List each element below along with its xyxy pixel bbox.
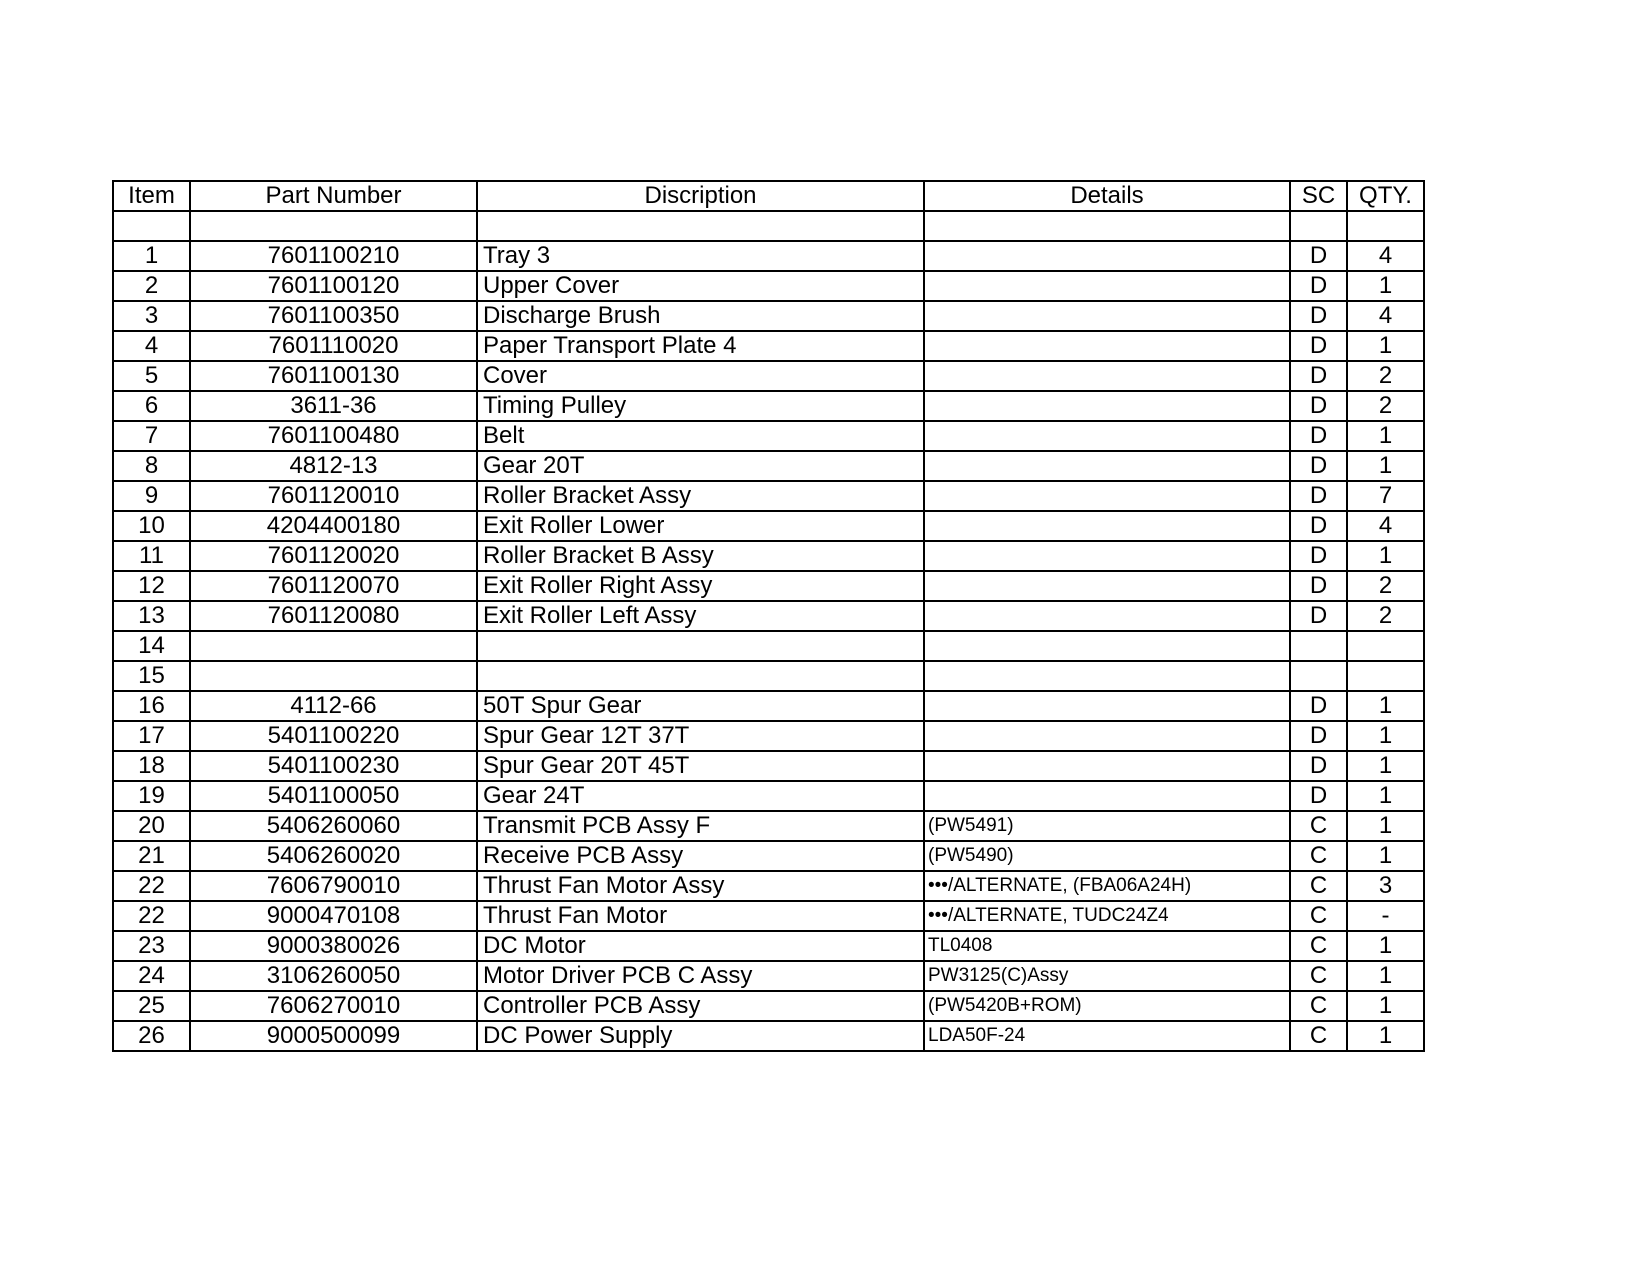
sc-cell: C — [1290, 991, 1347, 1021]
qty-cell: - — [1347, 901, 1424, 931]
item-cell: 16 — [113, 691, 190, 721]
details-cell: TL0408 — [924, 931, 1290, 961]
item-cell: 24 — [113, 961, 190, 991]
item-cell: 21 — [113, 841, 190, 871]
sc-cell: C — [1290, 811, 1347, 841]
header-part-number: Part Number — [190, 181, 477, 211]
sc-cell: D — [1290, 331, 1347, 361]
sc-cell: D — [1290, 241, 1347, 271]
qty-cell: 1 — [1347, 451, 1424, 481]
qty-cell: 3 — [1347, 871, 1424, 901]
part-number-cell: 9000380026 — [190, 931, 477, 961]
item-cell: 19 — [113, 781, 190, 811]
table-row — [113, 631, 1424, 661]
table-row — [113, 271, 1424, 301]
description-cell: Cover — [477, 361, 924, 391]
table-row — [113, 1021, 1424, 1051]
qty-cell: 2 — [1347, 391, 1424, 421]
item-cell: 18 — [113, 751, 190, 781]
table-row — [113, 691, 1424, 721]
qty-cell: 1 — [1347, 751, 1424, 781]
table-row — [113, 661, 1424, 691]
sc-cell: D — [1290, 391, 1347, 421]
description-cell: DC Motor — [477, 931, 924, 961]
item-cell: 6 — [113, 391, 190, 421]
sc-cell: C — [1290, 841, 1347, 871]
qty-cell: 1 — [1347, 811, 1424, 841]
part-number-cell: 7601100350 — [190, 301, 477, 331]
qty-cell: 7 — [1347, 481, 1424, 511]
item-cell — [113, 211, 190, 241]
table-row — [113, 601, 1424, 631]
table-row — [113, 481, 1424, 511]
sc-cell: D — [1290, 511, 1347, 541]
header-sc: SC — [1290, 181, 1347, 211]
table-row — [113, 241, 1424, 271]
details-cell — [924, 391, 1290, 421]
details-cell — [924, 211, 1290, 241]
table-row — [113, 511, 1424, 541]
description-cell: DC Power Supply — [477, 1021, 924, 1051]
item-cell: 26 — [113, 1021, 190, 1051]
table-row — [113, 961, 1424, 991]
part-number-cell: 7601100120 — [190, 271, 477, 301]
sc-cell: D — [1290, 361, 1347, 391]
qty-cell: 1 — [1347, 781, 1424, 811]
description-cell: 50T Spur Gear — [477, 691, 924, 721]
header-details: Details — [924, 181, 1290, 211]
details-cell — [924, 601, 1290, 631]
description-cell: Paper Transport Plate 4 — [477, 331, 924, 361]
table-row — [113, 211, 1424, 241]
details-cell — [924, 631, 1290, 661]
qty-cell: 4 — [1347, 301, 1424, 331]
description-cell: Tray 3 — [477, 241, 924, 271]
qty-cell: 1 — [1347, 271, 1424, 301]
description-cell — [477, 631, 924, 661]
details-cell — [924, 301, 1290, 331]
part-number-cell: 7601120010 — [190, 481, 477, 511]
qty-cell: 4 — [1347, 241, 1424, 271]
table-row — [113, 721, 1424, 751]
header-description: Discription — [477, 181, 924, 211]
description-cell — [477, 661, 924, 691]
table-row — [113, 991, 1424, 1021]
table-row — [113, 781, 1424, 811]
details-cell: •••/ALTERNATE, (FBA06A24H) — [924, 871, 1290, 901]
part-number-cell: 5401100220 — [190, 721, 477, 751]
item-cell: 20 — [113, 811, 190, 841]
table-row — [113, 421, 1424, 451]
part-number-cell: 4812-13 — [190, 451, 477, 481]
sc-cell: D — [1290, 751, 1347, 781]
description-cell: Discharge Brush — [477, 301, 924, 331]
table-body — [113, 211, 1424, 1051]
description-cell: Receive PCB Assy — [477, 841, 924, 871]
sc-cell: D — [1290, 691, 1347, 721]
table-header-row — [113, 181, 1424, 211]
description-cell: Exit Roller Lower — [477, 511, 924, 541]
part-number-cell: 5406260020 — [190, 841, 477, 871]
details-cell — [924, 421, 1290, 451]
description-cell: Upper Cover — [477, 271, 924, 301]
item-cell: 22 — [113, 901, 190, 931]
item-cell: 11 — [113, 541, 190, 571]
sc-cell: D — [1290, 481, 1347, 511]
qty-cell — [1347, 631, 1424, 661]
part-number-cell: 3611-36 — [190, 391, 477, 421]
part-number-cell: 5401100230 — [190, 751, 477, 781]
item-cell: 14 — [113, 631, 190, 661]
item-cell: 9 — [113, 481, 190, 511]
part-number-cell — [190, 211, 477, 241]
sc-cell: D — [1290, 271, 1347, 301]
table-row — [113, 331, 1424, 361]
qty-cell: 1 — [1347, 721, 1424, 751]
description-cell — [477, 211, 924, 241]
details-cell — [924, 331, 1290, 361]
details-cell — [924, 451, 1290, 481]
description-cell: Exit Roller Right Assy — [477, 571, 924, 601]
description-cell: Thrust Fan Motor — [477, 901, 924, 931]
item-cell: 5 — [113, 361, 190, 391]
sc-cell: D — [1290, 721, 1347, 751]
parts-list-table — [112, 180, 1425, 1052]
details-cell: (PW5420B+ROM) — [924, 991, 1290, 1021]
description-cell: Spur Gear 12T 37T — [477, 721, 924, 751]
item-cell: 3 — [113, 301, 190, 331]
qty-cell: 2 — [1347, 601, 1424, 631]
table-row — [113, 571, 1424, 601]
description-cell: Gear 20T — [477, 451, 924, 481]
description-cell: Roller Bracket Assy — [477, 481, 924, 511]
part-number-cell: 7601120020 — [190, 541, 477, 571]
qty-cell: 1 — [1347, 991, 1424, 1021]
details-cell — [924, 271, 1290, 301]
item-cell: 7 — [113, 421, 190, 451]
details-cell — [924, 781, 1290, 811]
description-cell: Spur Gear 20T 45T — [477, 751, 924, 781]
item-cell: 15 — [113, 661, 190, 691]
details-cell: PW3125(C)Assy — [924, 961, 1290, 991]
qty-cell: 4 — [1347, 511, 1424, 541]
qty-cell: 1 — [1347, 841, 1424, 871]
part-number-cell: 7601100130 — [190, 361, 477, 391]
details-cell — [924, 721, 1290, 751]
qty-cell: 1 — [1347, 1021, 1424, 1051]
part-number-cell: 7601100210 — [190, 241, 477, 271]
table-row — [113, 841, 1424, 871]
part-number-cell — [190, 631, 477, 661]
qty-cell: 1 — [1347, 691, 1424, 721]
table-row — [113, 391, 1424, 421]
table-row — [113, 451, 1424, 481]
details-cell — [924, 661, 1290, 691]
part-number-cell: 7601120070 — [190, 571, 477, 601]
qty-cell — [1347, 661, 1424, 691]
sc-cell — [1290, 211, 1347, 241]
sc-cell: D — [1290, 571, 1347, 601]
sc-cell: C — [1290, 961, 1347, 991]
part-number-cell: 7601110020 — [190, 331, 477, 361]
item-cell: 2 — [113, 271, 190, 301]
part-number-cell — [190, 661, 477, 691]
part-number-cell: 9000470108 — [190, 901, 477, 931]
item-cell: 23 — [113, 931, 190, 961]
part-number-cell: 9000500099 — [190, 1021, 477, 1051]
item-cell: 17 — [113, 721, 190, 751]
qty-cell: 1 — [1347, 421, 1424, 451]
part-number-cell: 5406260060 — [190, 811, 477, 841]
part-number-cell: 7606790010 — [190, 871, 477, 901]
details-cell — [924, 511, 1290, 541]
details-cell: (PW5491) — [924, 811, 1290, 841]
sc-cell: D — [1290, 601, 1347, 631]
item-cell: 25 — [113, 991, 190, 1021]
details-cell: (PW5490) — [924, 841, 1290, 871]
sc-cell: D — [1290, 541, 1347, 571]
table-row — [113, 361, 1424, 391]
description-cell: Thrust Fan Motor Assy — [477, 871, 924, 901]
qty-cell — [1347, 211, 1424, 241]
qty-cell: 1 — [1347, 931, 1424, 961]
details-cell — [924, 241, 1290, 271]
sc-cell: D — [1290, 301, 1347, 331]
item-cell: 22 — [113, 871, 190, 901]
item-cell: 13 — [113, 601, 190, 631]
details-cell: LDA50F-24 — [924, 1021, 1290, 1051]
sc-cell: C — [1290, 931, 1347, 961]
table-row — [113, 541, 1424, 571]
sc-cell: D — [1290, 451, 1347, 481]
details-cell — [924, 691, 1290, 721]
item-cell: 10 — [113, 511, 190, 541]
description-cell: Belt — [477, 421, 924, 451]
sc-cell: D — [1290, 781, 1347, 811]
part-number-cell: 3106260050 — [190, 961, 477, 991]
part-number-cell: 7601120080 — [190, 601, 477, 631]
description-cell: Motor Driver PCB C Assy — [477, 961, 924, 991]
part-number-cell: 7601100480 — [190, 421, 477, 451]
details-cell — [924, 751, 1290, 781]
part-number-cell: 5401100050 — [190, 781, 477, 811]
item-cell: 4 — [113, 331, 190, 361]
details-cell — [924, 361, 1290, 391]
table-row — [113, 301, 1424, 331]
table-row — [113, 811, 1424, 841]
description-cell: Exit Roller Left Assy — [477, 601, 924, 631]
header-item: Item — [113, 181, 190, 211]
description-cell: Timing Pulley — [477, 391, 924, 421]
details-cell: •••/ALTERNATE, TUDC24Z4 — [924, 901, 1290, 931]
sc-cell — [1290, 631, 1347, 661]
details-cell — [924, 541, 1290, 571]
item-cell: 1 — [113, 241, 190, 271]
part-number-cell: 7606270010 — [190, 991, 477, 1021]
qty-cell: 2 — [1347, 361, 1424, 391]
sc-cell: C — [1290, 901, 1347, 931]
description-cell: Roller Bracket B Assy — [477, 541, 924, 571]
description-cell: Gear 24T — [477, 781, 924, 811]
table-row — [113, 751, 1424, 781]
qty-cell: 1 — [1347, 331, 1424, 361]
sc-cell: C — [1290, 1021, 1347, 1051]
item-cell: 12 — [113, 571, 190, 601]
sc-cell: C — [1290, 871, 1347, 901]
description-cell: Transmit PCB Assy F — [477, 811, 924, 841]
table-row — [113, 901, 1424, 931]
description-cell: Controller PCB Assy — [477, 991, 924, 1021]
details-cell — [924, 571, 1290, 601]
table-row — [113, 931, 1424, 961]
item-cell: 8 — [113, 451, 190, 481]
table-row — [113, 871, 1424, 901]
sc-cell: D — [1290, 421, 1347, 451]
sc-cell — [1290, 661, 1347, 691]
part-number-cell: 4112-66 — [190, 691, 477, 721]
qty-cell: 1 — [1347, 541, 1424, 571]
qty-cell: 1 — [1347, 961, 1424, 991]
header-qty: QTY. — [1347, 181, 1424, 211]
part-number-cell: 4204400180 — [190, 511, 477, 541]
details-cell — [924, 481, 1290, 511]
qty-cell: 2 — [1347, 571, 1424, 601]
